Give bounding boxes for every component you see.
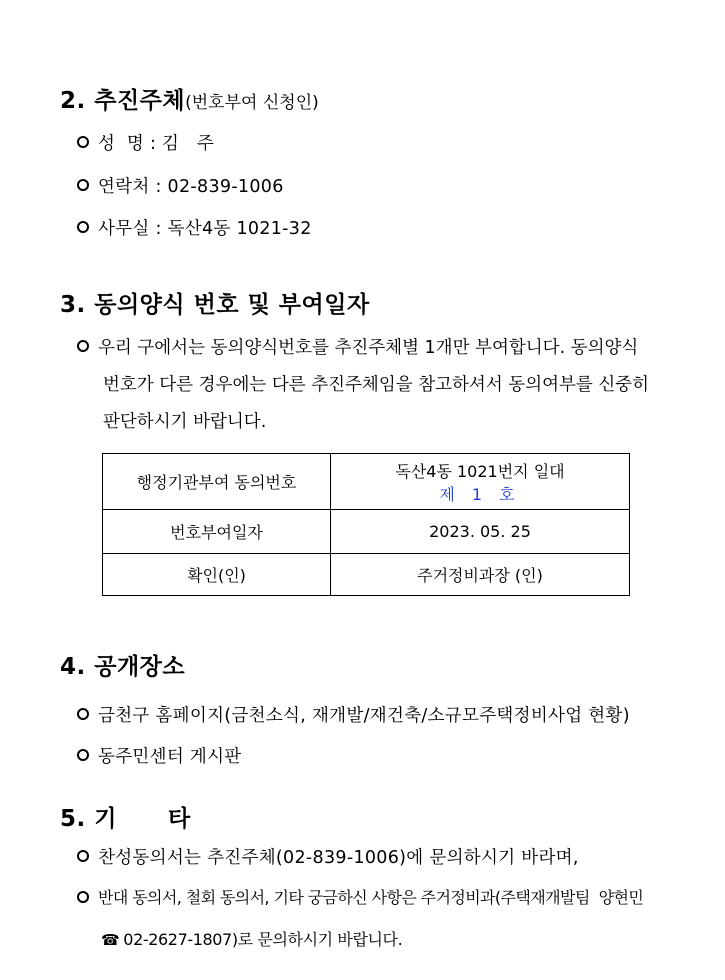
circle-bullet-icon xyxy=(77,179,89,191)
telephone-icon: ☎ xyxy=(101,931,120,949)
table-cell: 주거정비과장 (인) xyxy=(331,554,630,596)
section-2-title: 2. 추진주체 xyxy=(60,88,186,114)
section-4-heading: 4. 공개장소 xyxy=(60,654,186,680)
list-item: 금천구 홈페이지(금천소식, 재개발/재건축/소규모주택정비사업 현황) xyxy=(77,702,630,727)
circle-bullet-icon xyxy=(77,708,89,720)
table-cell: 번호부여일자 xyxy=(103,510,331,554)
table-row xyxy=(103,454,630,510)
list-item: 동주민센터 게시판 xyxy=(77,743,242,768)
table-cell: 2023. 05. 25 xyxy=(331,510,630,554)
paragraph: 우리 구에서는 동의양식번호를 추진주체별 1개만 부여합니다. 동의양식 번호가 다른 경우에는 다른 추진주체임을 참고하셔서 동의여부를 신중히 판단하시기 바랍니다. xyxy=(77,330,649,441)
circle-bullet-icon xyxy=(77,136,89,148)
list-item: 반대 동의서, 철회 동의서, 기타 궁금하신 사항은 주거정비과(주택재개발팀 양현민 xyxy=(77,885,643,908)
section-5-heading: 5. 기 타 xyxy=(60,806,191,832)
circle-bullet-icon xyxy=(77,340,89,352)
list-item: 연락처 : 02-839-1006 xyxy=(77,173,284,198)
table-row xyxy=(103,510,630,554)
numbering-table xyxy=(102,453,630,596)
section-2-subtitle: (번호부여 신청인) xyxy=(185,93,319,113)
list-item: 찬성동의서는 추진주체(02-839-1006)에 문의하시기 바라며, xyxy=(77,844,579,869)
list-item: 사무실 : 독산4동 1021-32 xyxy=(77,215,312,240)
table-cell: 행정기관부여 동의번호 xyxy=(103,454,331,510)
table-row xyxy=(103,554,630,596)
table-cell: 독산4동 1021번지 일대 제 1 호 xyxy=(331,454,630,510)
circle-bullet-icon xyxy=(77,891,89,903)
consent-number: 제 1 호 xyxy=(439,484,521,504)
list-item-continuation: ☎ 02-2627-1807)로 문의하시기 바랍니다. xyxy=(101,930,403,949)
section-2-heading xyxy=(60,82,319,115)
circle-bullet-icon xyxy=(77,749,89,761)
table-cell: 확인(인) xyxy=(103,554,331,596)
circle-bullet-icon xyxy=(77,850,89,862)
section-3-heading: 3. 동의양식 번호 및 부여일자 xyxy=(60,292,370,318)
circle-bullet-icon xyxy=(77,221,89,233)
list-item: 성 명 : 김 주 xyxy=(77,130,214,155)
